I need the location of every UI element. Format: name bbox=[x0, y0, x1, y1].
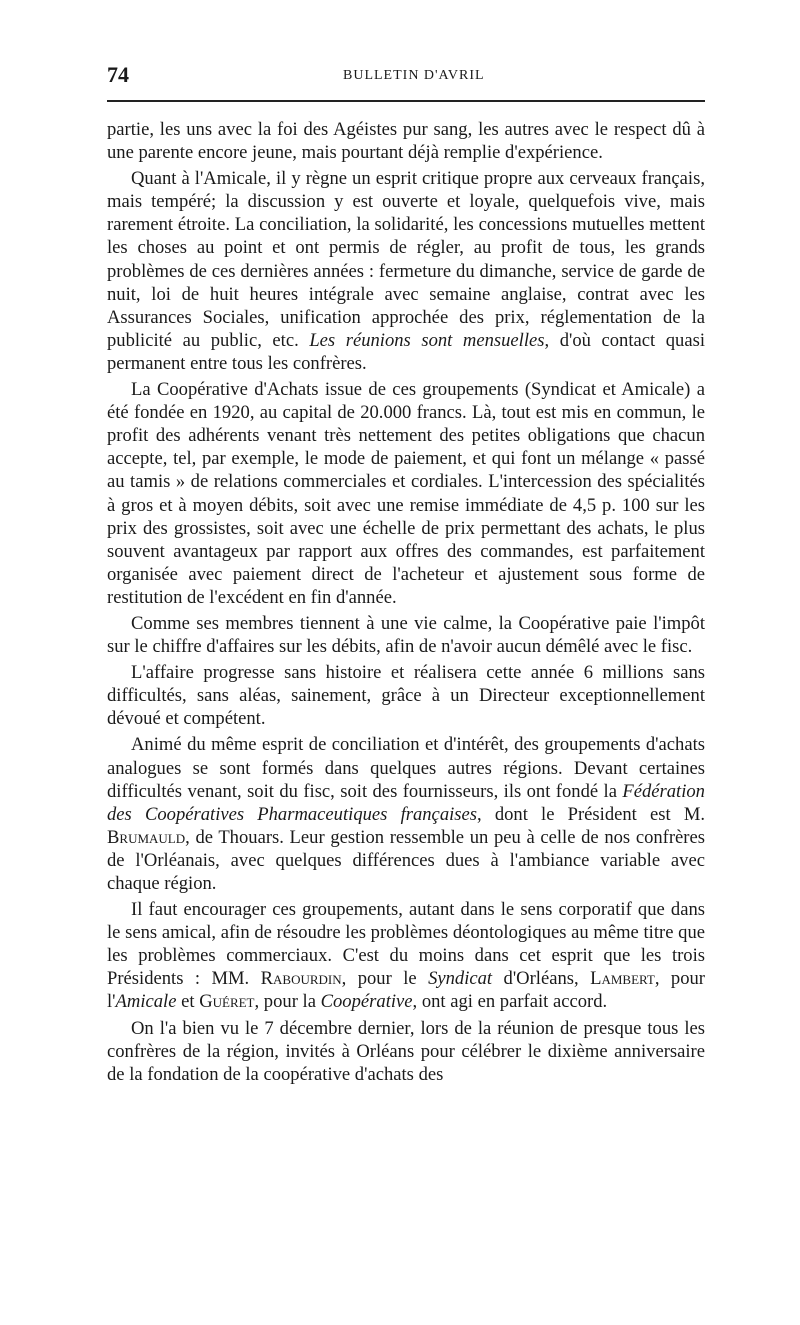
paragraph: partie, les uns avec la foi des Agéistes pur sang, les autres avec le respect dû à une parente encore jeune, mais pourtant déjà remplie d'expérience. bbox=[107, 119, 705, 164]
running-title: BULLETIN D'AVRIL bbox=[343, 68, 485, 83]
paragraph: Il faut encourager ces groupements, autant dans le sens corporatif que dans le sens amical, afin de résoudre les problèmes déontologiques au même titre que les problèmes commerciaux. C'est du moins dans cet esprit que les trois Présidents : MM. Rabourdin, pour le Syndicat d'Orléans, Lambert, pour l'Amicale et Guéret, pour la Coopérative, ont agi en parfait accord. bbox=[107, 899, 705, 1013]
paragraph: L'affaire progresse sans histoire et réalisera cette année 6 millions sans difficultés, sans aléas, sainement, grâce à un Directeur exceptionnellement dévoué et compétent. bbox=[107, 662, 705, 730]
paragraph: Quant à l'Amicale, il y règne un esprit critique propre aux cerveaux français, mais tempéré; la discussion y est ouverte et loyale, quelquefois vive, mais rarement étroite. La conciliation, la solidarité, les concessions mutuelles mettent les choses au point et ont permis de régler, au profit de tous, les grands problèmes de ces dernières années : fermeture du dimanche, service de garde de nuit, loi de huit heures intégrale avec semaine anglaise, contrat avec les Assurances Sociales, unification approchée des prix, réglementation de la publicité au public, etc. Les réunions sont mensuelles, d'où contact quasi permanent entre tous les confrères. bbox=[107, 168, 705, 374]
italic-phrase: Les réunions sont mensuelles bbox=[309, 329, 545, 351]
header-rule bbox=[107, 100, 705, 102]
italic-word: Amicale bbox=[115, 991, 177, 1013]
paragraph: La Coopérative d'Achats issue de ces groupements (Syndicat et Amicale) a été fondée en 1920, au capital de 20.000 francs. Là, tout est mis en commun, le profit des adhérents venant très nettement des petites obligations que chacun accepte, tel, par exemple, le mode de paiement, et qui font un mélange « passé au tamis » de relations commerciales et cordiales. L'intercession des spécialités à gros et à moyen débits, soit avec une remise immédiate de 4,5 p. 100 sur les prix des grossistes, soit avec une échelle de prix permettant des achats, le plus souvent avantageux par rapport aux offres des commandes, est parfaitement organisée avec paiement direct de l'acheteur et ajustement sous forme de restitution de l'excédent en fin d'année. bbox=[107, 379, 705, 608]
person-name: Lambert bbox=[590, 968, 655, 990]
italic-word: Coopérative bbox=[320, 991, 413, 1013]
italic-word: Syndicat bbox=[428, 968, 493, 990]
page-header bbox=[107, 62, 705, 92]
person-name: Rabourdin bbox=[260, 968, 342, 990]
paragraph: On l'a bien vu le 7 décembre dernier, lors de la réunion de presque tous les confrères de la région, invités à Orléans pour célébrer le dixième anniversaire de la fondation de la coopérative d'achats des bbox=[107, 1017, 705, 1085]
person-name: Guéret bbox=[199, 991, 255, 1013]
person-name: Brumauld bbox=[107, 826, 186, 848]
body-text bbox=[107, 118, 705, 1089]
federation-title: Fédération des Coopératives Pharmaceutiques françaises bbox=[107, 780, 705, 825]
page-number: 74 bbox=[107, 62, 129, 87]
paragraph: Animé du même esprit de conciliation et d'intérêt, des groupements d'achats analogues se sont formés dans quelques autres régions. Devant certaines difficultés venant, soit du fisc, soit des fournisseurs, ils ont fondé la Fédération des Coopératives Pharmaceutiques françaises, dont le Président est M. Brumauld, de Thouars. Leur gestion ressemble un peu à celle de nos confrères de l'Orléanais, avec quelques différences dues à l'ambiance variable avec chaque région. bbox=[107, 734, 706, 894]
paragraph: Comme ses membres tiennent à une vie calme, la Coopérative paie l'impôt sur le chiffre d'affaires sur les débits, afin de n'avoir aucun démêlé avec le fisc. bbox=[107, 612, 705, 658]
